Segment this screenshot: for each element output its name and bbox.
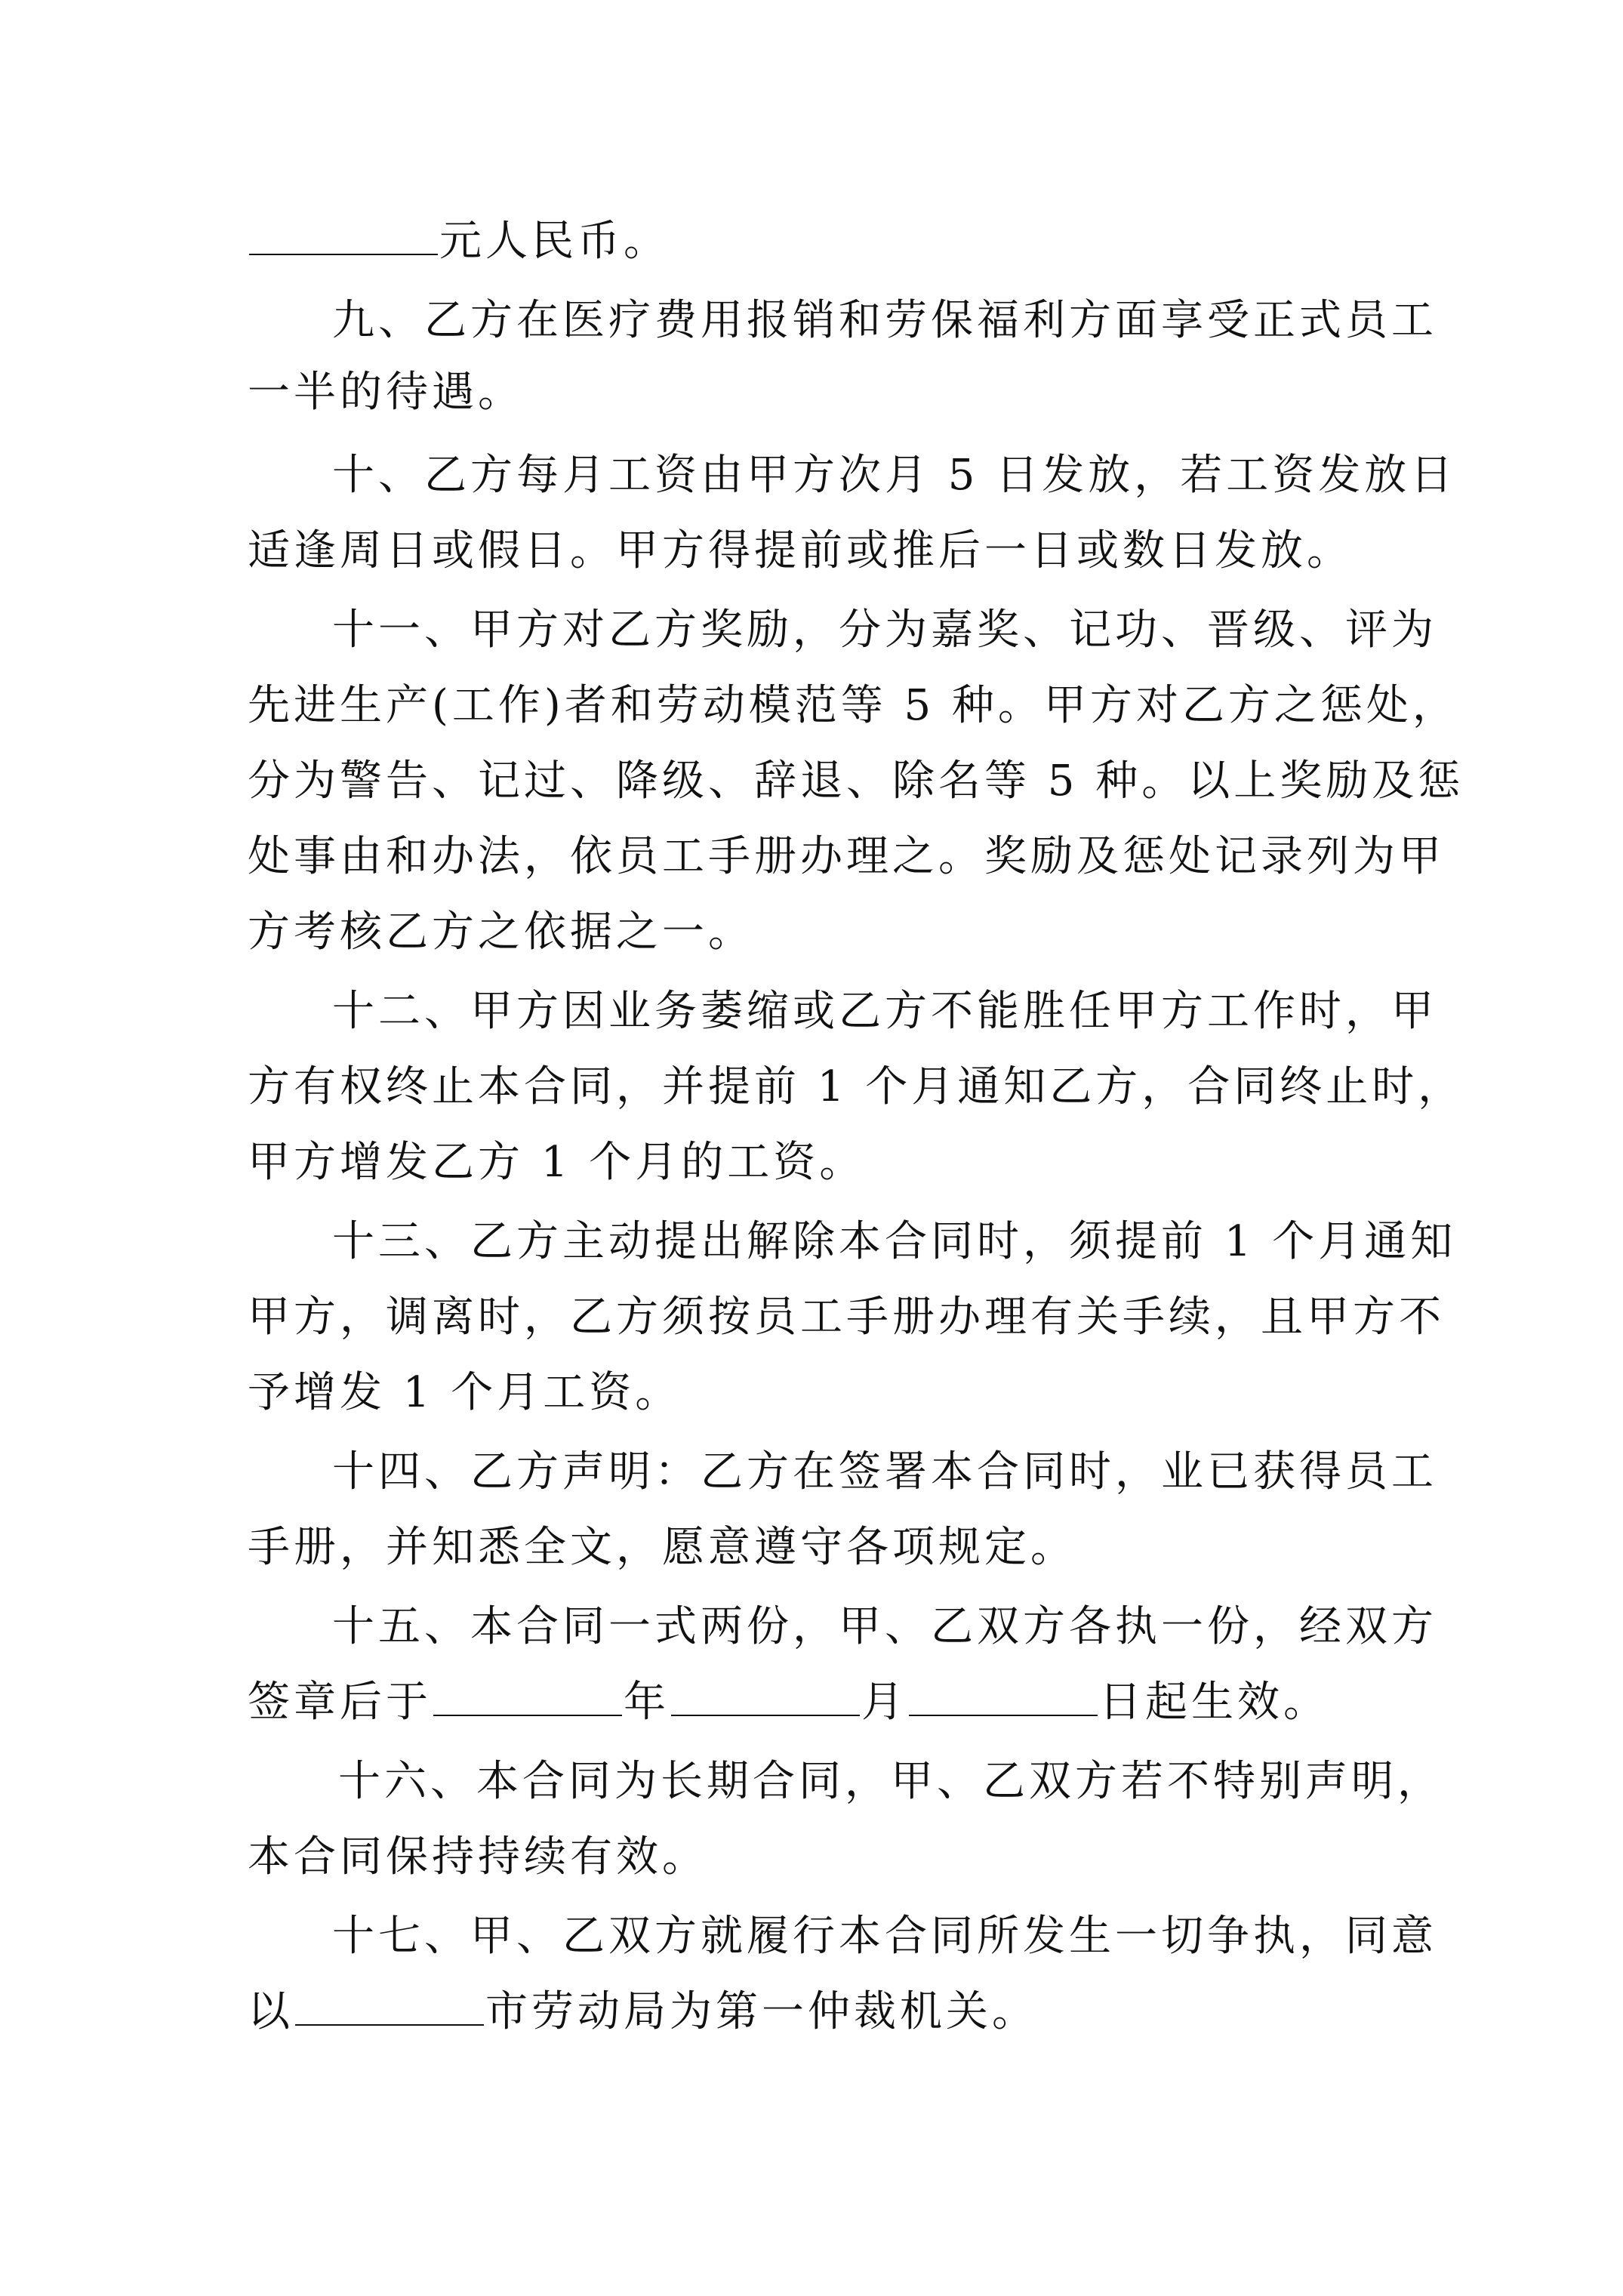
line-text: 先进生产(工作)者和劳动模范等 5 种。甲方对乙方之惩处， (248, 681, 1458, 730)
line-text: 九、乙方在医疗费用报销和劳保福利方面享受正式员工 (332, 296, 1437, 345)
clause-twelve-line-1 (332, 982, 1437, 1042)
line-text: 十五、本合同一式两份，甲、乙双方各执一份，经双方 (332, 1602, 1437, 1651)
line-text: 日起生效。 (1099, 1678, 1329, 1727)
clause-fifteen-line-2 (248, 1672, 1329, 1733)
clause-thirteen-line-3 (248, 1363, 681, 1423)
line-text: 予增发 1 个月工资。 (248, 1368, 682, 1417)
month-blank[interactable] (671, 1675, 860, 1716)
clause-fourteen-line-1 (332, 1442, 1437, 1502)
line-text: 处事由和办法，依员工手册办理之。奖励及惩处记录列为甲 (248, 832, 1445, 881)
line-text: 甲方增发乙方 1 个月的工资。 (248, 1138, 866, 1187)
line-text: 方有权终止本合同，并提前 1 个月通知乙方，合同终止时， (248, 1062, 1464, 1111)
line-text: 十二、甲方因业务萎缩或乙方不能胜任甲方工作时，甲 (332, 987, 1437, 1036)
clause-ten-line-2 (248, 521, 1353, 581)
city-blank[interactable] (295, 1985, 484, 2026)
clause-eleven-line-1 (332, 600, 1437, 661)
fill-in-blank[interactable] (249, 214, 438, 255)
clause-twelve-line-2 (248, 1057, 1464, 1117)
line-text: 本合同保持持续有效。 (248, 1832, 708, 1881)
year-label: 年 (624, 1678, 670, 1727)
text-line (248, 211, 670, 272)
line-text: 方考核乙方之依据之一。 (248, 908, 754, 957)
line-text: 十、乙方每月工资由甲方次月 5 日发放，若工资发放日 (332, 451, 1457, 500)
line-text: 甲方，调离时，乙方须按员工手册办理有关手续，且甲方不 (248, 1293, 1445, 1342)
clause-eleven-line-3 (248, 751, 1464, 812)
day-blank[interactable] (909, 1675, 1098, 1716)
clause-thirteen-line-1 (332, 1212, 1456, 1272)
line-text: 十七、甲、乙双方就履行本合同所发生一切争执，同意 (332, 1912, 1437, 1961)
clause-sixteen-line-2 (248, 1827, 708, 1888)
line-text: 签章后于 (248, 1678, 432, 1727)
line-text: 适逢周日或假日。甲方得提前或推后一日或数日发放。 (248, 526, 1353, 575)
clause-ten-line-1 (332, 445, 1456, 506)
clause-eleven-line-4 (248, 827, 1445, 887)
clause-nine-line-1 (332, 291, 1437, 351)
line-text: 十六、本合同为长期合同，甲、乙双方若不特别声明， (338, 1757, 1443, 1806)
clause-twelve-line-3 (248, 1133, 865, 1193)
line-text: 十一、甲方对乙方奖励，分为嘉奖、记功、晋级、评为 (332, 606, 1437, 655)
year-blank[interactable] (433, 1675, 622, 1716)
line-text: 一半的待遇。 (248, 368, 524, 417)
clause-eleven-line-2 (248, 676, 1458, 736)
line-text: 十三、乙方主动提出解除本合同时，须提前 1 个月通知 (332, 1217, 1457, 1266)
clause-thirteen-line-2 (248, 1287, 1445, 1348)
month-label: 月 (861, 1678, 907, 1727)
line-text: 十四、乙方声明：乙方在签署本合同时，业已获得员工 (332, 1447, 1437, 1496)
clause-fourteen-line-2 (248, 1518, 1076, 1578)
clause-nine-line-2 (248, 362, 524, 423)
clause-eleven-line-5 (248, 902, 754, 963)
line-text: 分为警告、记过、降级、辞退、除名等 5 种。以上奖励及惩 (248, 757, 1464, 806)
clause-seventeen-line-2 (248, 1982, 1038, 2042)
line-text: 以 (248, 1987, 294, 2036)
line-text: 手册，并知悉全文，愿意遵守各项规定。 (248, 1523, 1076, 1572)
clause-fifteen-line-1 (332, 1597, 1437, 1657)
line-text: 市劳动局为第一仲裁机关。 (485, 1987, 1038, 2036)
line-text: 元人民币。 (439, 217, 670, 266)
clause-seventeen-line-1 (332, 1906, 1437, 1967)
clause-sixteen-line-1 (338, 1752, 1443, 1812)
